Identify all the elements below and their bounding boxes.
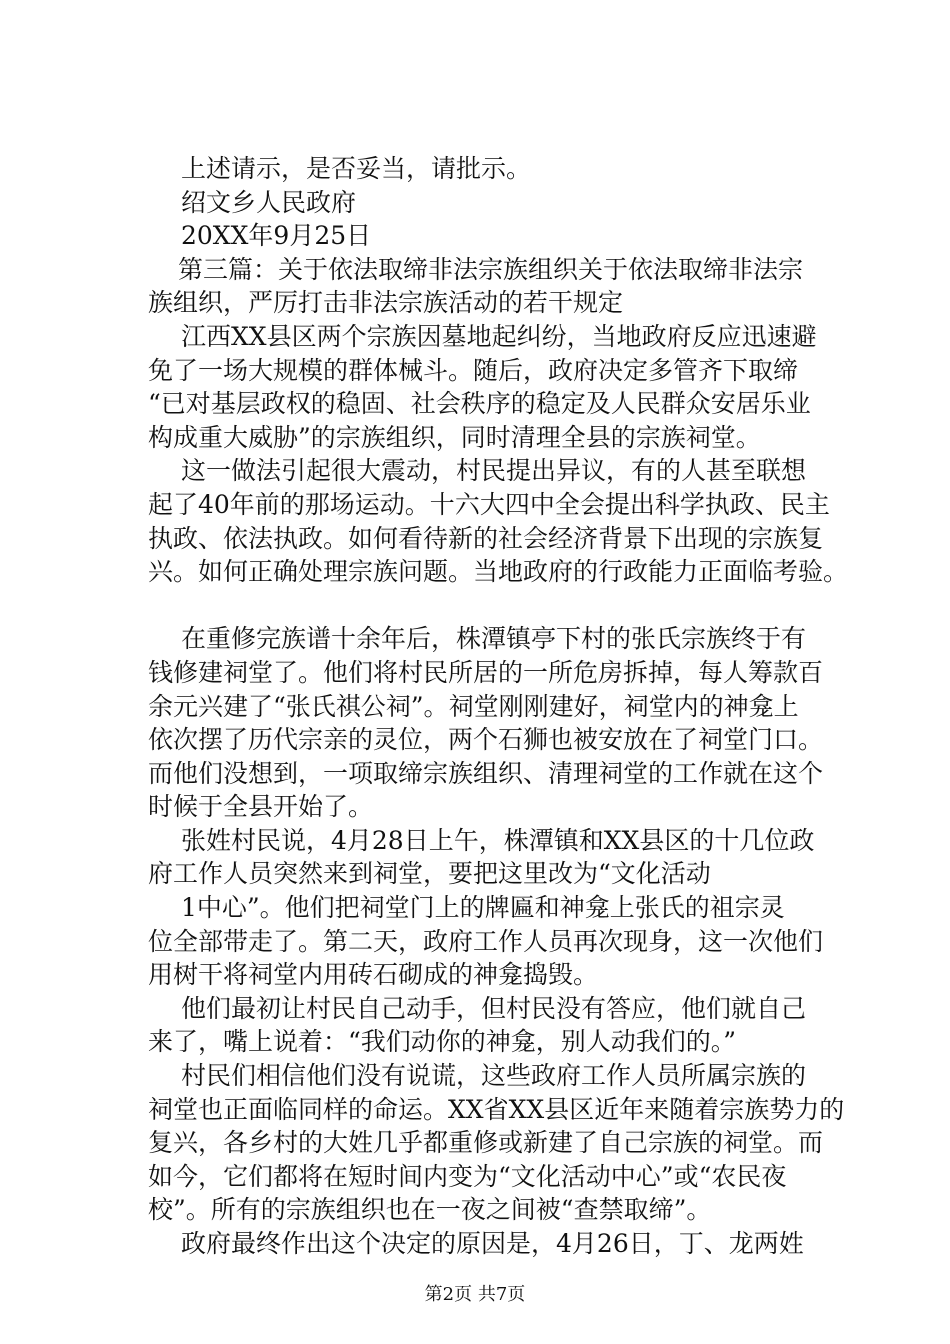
text-line: 1中心”。他们把祠堂门上的牌匾和神龛上张氏的祖宗灵 (181, 893, 785, 923)
text-line: 免了一场大规模的群体械斗。随后，政府决定多管齐下取缔 (148, 355, 799, 385)
text-line: 江西XX县区两个宗族因墓地起纠纷，当地政府反应迅速避 (181, 321, 817, 351)
section-heading-line: 第三篇：关于依法取缔非法宗族组织关于依法取缔非法宗 (178, 254, 804, 284)
text-line: 上述请示，是否妥当，请批示。 (181, 154, 532, 183)
page-number-footer: 第2页 共7页 (424, 1284, 526, 1305)
text-line: 时候于全县开始了。 (148, 792, 374, 822)
text-line: 来了，嘴上说着：“我们动你的神龛，别人动我们的。” (148, 1027, 737, 1057)
text-line: 而他们没想到，一项取缔宗族组织、清理祠堂的工作就在这个 (148, 758, 824, 788)
text-line: “已对基层政权的稳固、社会秩序的稳定及人民群众安居乐业 (148, 389, 811, 419)
section-heading-line: 族组织，严厉打击非法宗族活动的若干规定 (148, 288, 624, 318)
text-line: 依次摆了历代宗亲的灵位，两个石狮也被安放在了祠堂门口。 (148, 725, 824, 755)
text-line: 村民们相信他们没有说谎，这些政府工作人员所属宗族的 (181, 1061, 807, 1091)
text-line: 在重修完族谱十余年后，株潭镇亭下村的张氏宗族终于有 (181, 624, 807, 654)
text-line: 这一做法引起很大震动，村民提出异议，有的人甚至联想 (181, 456, 807, 486)
text-line: 起了40年前的那场运动。十六大四中全会提出科学执政、民主 (148, 489, 830, 519)
text-line: 位全部带走了。第二天，政府工作人员再次现身，这一次他们 (148, 926, 824, 956)
text-line: 复兴，各乡村的大姓几乎都重修或新建了自己宗族的祠堂。而 (148, 1128, 824, 1158)
text-line: 校”。所有的宗族组织也在一夜之间被“查禁取缔”。 (148, 1195, 712, 1225)
text-line: 构成重大威胁”的宗族组织，同时清理全县的宗族祠堂。 (148, 422, 761, 452)
text-line: 余元兴建了“张氏祺公祠”。祠堂刚刚建好，祠堂内的神龛上 (148, 691, 799, 721)
text-line: 绍文乡人民政府 (181, 187, 357, 217)
text-line: 政府最终作出这个决定的原因是，4月26日，丁、龙两姓 (181, 1229, 804, 1258)
text-line: 如今，它们都将在短时间内变为“文化活动中心”或“农民夜 (148, 1161, 787, 1191)
text-line: 他们最初让村民自己动手，但村民没有答应，他们就自己 (181, 993, 807, 1023)
blank-line (148, 589, 848, 623)
text-line: 祠堂也正面临同样的命运。XX省XX县区近年来随着宗族势力的 (148, 1094, 845, 1124)
text-line: 兴。如何正确处理宗族问题。当地政府的行政能力正面临考验。 (148, 557, 849, 587)
text-line: 20XX年9月25日 (181, 221, 372, 251)
document-body (148, 152, 848, 1261)
text-line: 执政、依法执政。如何看待新的社会经济背景下出现的宗族复 (148, 523, 824, 553)
text-line: 张姓村民说，4月28日上午，株潭镇和XX县区的十几位政 (181, 825, 815, 855)
text-line: 用树干将祠堂内用砖石砌成的神龛捣毁。 (148, 960, 599, 990)
text-line: 府工作人员突然来到祠堂，要把这里改为“文化活动 (148, 859, 711, 889)
text-line: 钱修建祠堂了。他们将村民所居的一所危房拆掉，每人筹款百 (148, 657, 824, 687)
